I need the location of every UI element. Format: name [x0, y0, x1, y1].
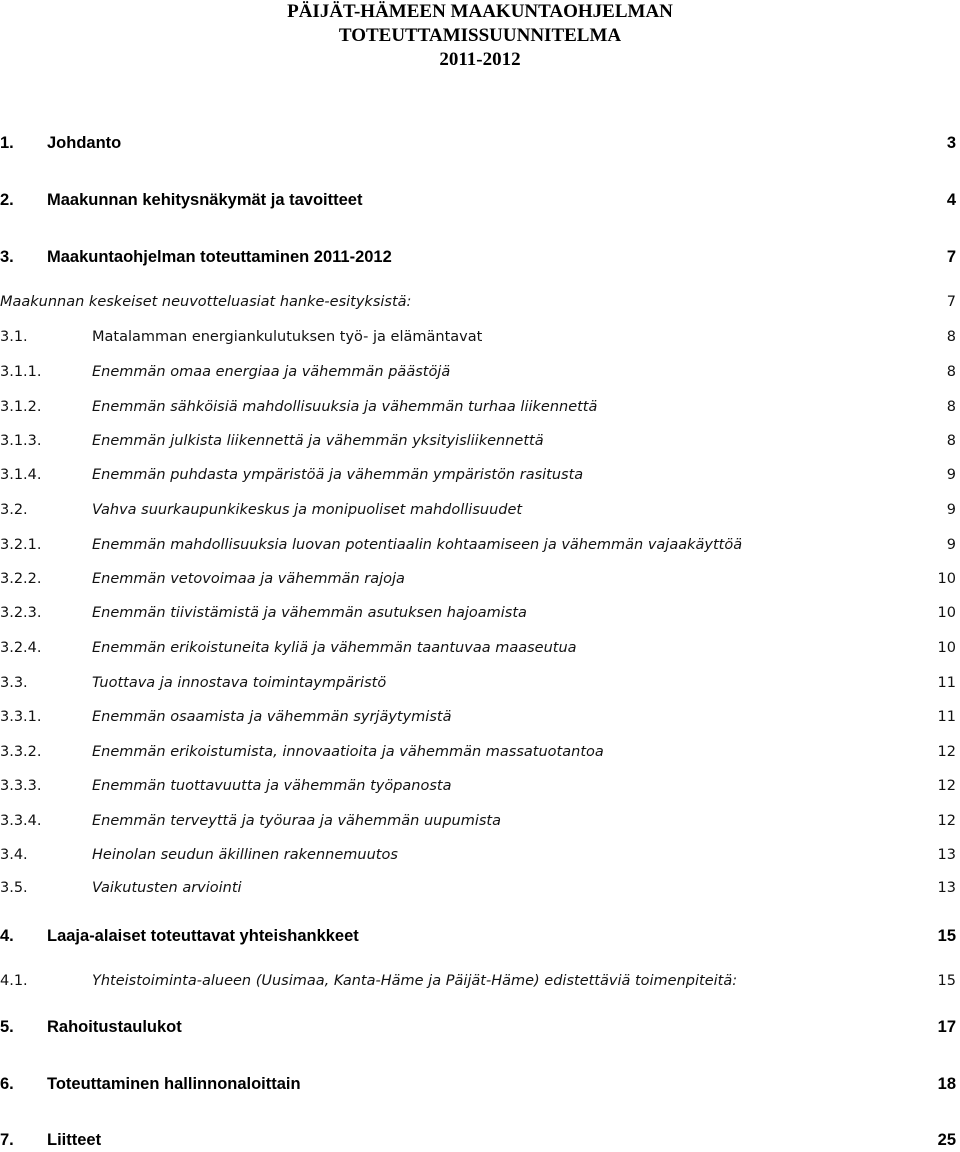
- toc-page: 13: [937, 880, 956, 896]
- toc-label: Enemmän terveyttä ja työuraa ja vähemmän uupumista: [92, 813, 502, 829]
- toc-label: Enemmän tiivistämistä ja vähemmän asutuksen hajoamista: [92, 605, 527, 621]
- toc-label: Tuottava ja innostava toimintaympäristö: [92, 675, 387, 691]
- toc-label: Maakuntaohjelman toteuttaminen 2011-2012: [47, 248, 392, 266]
- toc-number: 3.3.4.: [0, 813, 42, 829]
- toc-page: 4: [946, 191, 956, 209]
- toc-number: 3.2.4.: [0, 640, 42, 656]
- toc-entry-3-1-2[interactable]: [0, 395, 960, 419]
- title-line-2: TOTEUTTAMISSUUNNITELMA: [338, 25, 622, 46]
- toc-entry-3-1-3[interactable]: [0, 429, 960, 453]
- toc-entry-4-1[interactable]: [0, 969, 960, 993]
- toc-page: 7: [946, 294, 956, 310]
- toc-page: 9: [946, 502, 956, 518]
- toc-label: Maakunnan kehitysnäkymät ja tavoitteet: [47, 191, 363, 209]
- toc-entry-2[interactable]: [0, 188, 960, 212]
- toc-label: Yhteistoiminta-alueen (Uusimaa, Kanta-Häme ja Päijät-Häme) edistettäviä toimenpiteitä:: [92, 973, 738, 989]
- toc-number: 3.4.: [0, 847, 28, 863]
- toc-label: Heinolan seudun äkillinen rakennemuutos: [92, 847, 398, 863]
- toc-entry-3-1-1[interactable]: [0, 360, 960, 384]
- toc-number: 3.1.4.: [0, 467, 42, 483]
- toc-number: 5.: [0, 1018, 14, 1036]
- toc-number: 3.2.3.: [0, 605, 42, 621]
- toc-entry-3-1-4[interactable]: [0, 463, 960, 487]
- title-line-1: PÄIJÄT-HÄMEEN MAAKUNTAOHJELMAN: [287, 1, 673, 22]
- toc-entry-3-2-1[interactable]: [0, 533, 960, 557]
- toc-number: 3.3.3.: [0, 778, 42, 794]
- toc-entry-3-3-1[interactable]: [0, 705, 960, 729]
- toc-number: 2.: [0, 191, 14, 209]
- toc-number: 3.1.1.: [0, 364, 42, 380]
- toc-entry-6[interactable]: [0, 1072, 960, 1096]
- toc-number: 3.2.: [0, 502, 28, 518]
- toc-page: 12: [937, 813, 956, 829]
- toc-entry-3-2[interactable]: [0, 498, 960, 522]
- toc-label: Vahva suurkaupunkikeskus ja monipuoliset mahdollisuudet: [92, 502, 523, 518]
- toc-page: 8: [946, 399, 956, 415]
- toc-label: Enemmän erikoistuneita kyliä ja vähemmän taantuvaa maaseutua: [92, 640, 577, 656]
- toc-entry-3-4[interactable]: [0, 843, 960, 867]
- toc-page: 12: [937, 744, 956, 760]
- toc-label: Enemmän puhdasta ympäristöä ja vähemmän ympäristön rasitusta: [92, 467, 584, 483]
- toc-number: 3.3.: [0, 675, 28, 691]
- toc-page: 17: [937, 1018, 956, 1036]
- toc-number: 4.1.: [0, 973, 28, 989]
- toc-label: Rahoitustaulukot: [47, 1018, 182, 1036]
- toc-entry-1[interactable]: [0, 131, 960, 155]
- toc-label: Enemmän mahdollisuuksia luovan potentiaalin kohtaamiseen ja vähemmän vajaakäyttöä: [92, 537, 743, 553]
- toc-label: Matalamman energiankulutuksen työ- ja elämäntavat: [92, 329, 483, 345]
- toc-number: 3.: [0, 248, 14, 266]
- document-title: [0, 0, 960, 72]
- toc-entry-7[interactable]: [0, 1128, 960, 1152]
- toc-number: 6.: [0, 1075, 14, 1093]
- title-line-3: 2011-2012: [439, 49, 521, 70]
- toc-page: 8: [946, 329, 956, 345]
- toc-page: 8: [946, 433, 956, 449]
- toc-page: 10: [937, 605, 956, 621]
- toc-page: 7: [946, 248, 956, 266]
- toc-page: 10: [937, 571, 956, 587]
- toc-entry-3[interactable]: [0, 245, 960, 269]
- toc-entry-3-1[interactable]: [0, 325, 960, 349]
- toc-page: 9: [946, 537, 956, 553]
- toc-page: 10: [937, 640, 956, 656]
- toc-entry-negotiation[interactable]: [0, 290, 960, 314]
- toc-label: Vaikutusten arviointi: [92, 880, 242, 896]
- toc-label: Maakunnan keskeiset neuvotteluasiat hanke-esityksistä:: [0, 294, 412, 310]
- toc-page: 8: [946, 364, 956, 380]
- toc-entry-3-2-4[interactable]: [0, 636, 960, 660]
- toc-page: 9: [946, 467, 956, 483]
- toc-number: 3.1.: [0, 329, 28, 345]
- toc-number: 3.2.2.: [0, 571, 42, 587]
- toc-number: 3.1.3.: [0, 433, 42, 449]
- toc-label: Laaja-alaiset toteuttavat yhteishankkeet: [47, 927, 359, 945]
- toc-number: 3.2.1.: [0, 537, 42, 553]
- toc-entry-3-3-2[interactable]: [0, 740, 960, 764]
- toc-number: 3.1.2.: [0, 399, 42, 415]
- toc-number: 3.5.: [0, 880, 28, 896]
- toc-label: Enemmän sähköisiä mahdollisuuksia ja vähemmän turhaa liikennettä: [92, 399, 598, 415]
- toc-page: 11: [937, 709, 956, 725]
- toc-label: Toteuttaminen hallinnonaloittain: [47, 1075, 301, 1093]
- toc-page: 11: [937, 675, 956, 691]
- toc-label: Enemmän vetovoimaa ja vähemmän rajoja: [92, 571, 405, 587]
- toc-label: Enemmän julkista liikennettä ja vähemmän yksityisliikennettä: [92, 433, 544, 449]
- toc-page: 3: [946, 134, 956, 152]
- toc-label: Enemmän omaa energiaa ja vähemmän päästöjä: [92, 364, 451, 380]
- toc-label: Enemmän tuottavuutta ja vähemmän työpanosta: [92, 778, 452, 794]
- toc-number: 1.: [0, 134, 14, 152]
- toc-number: 4.: [0, 927, 14, 945]
- toc-number: 3.3.2.: [0, 744, 42, 760]
- toc-page: 13: [937, 847, 956, 863]
- toc-label: Enemmän erikoistumista, innovaatioita ja vähemmän massatuotantoa: [92, 744, 604, 760]
- toc-entry-3-3-4[interactable]: [0, 809, 960, 833]
- toc-entry-3-5[interactable]: [0, 876, 960, 900]
- toc-label: Liitteet: [47, 1131, 102, 1149]
- toc-page: 18: [937, 1075, 956, 1093]
- toc-entry-3-3-3[interactable]: [0, 774, 960, 798]
- toc-label: Johdanto: [47, 134, 122, 152]
- toc-entry-4[interactable]: [0, 924, 960, 948]
- toc-label: Enemmän osaamista ja vähemmän syrjäytymistä: [92, 709, 452, 725]
- toc-number: 3.3.1.: [0, 709, 42, 725]
- toc-number: 7.: [0, 1131, 14, 1149]
- toc-entry-3-3[interactable]: [0, 671, 960, 695]
- toc-page: 15: [937, 973, 956, 989]
- toc-entry-5[interactable]: [0, 1015, 960, 1039]
- toc-page: 25: [937, 1131, 956, 1149]
- toc-entry-3-2-2[interactable]: [0, 567, 960, 591]
- toc-page: 15: [937, 927, 956, 945]
- toc-page: 12: [937, 778, 956, 794]
- toc-entry-3-2-3[interactable]: [0, 601, 960, 625]
